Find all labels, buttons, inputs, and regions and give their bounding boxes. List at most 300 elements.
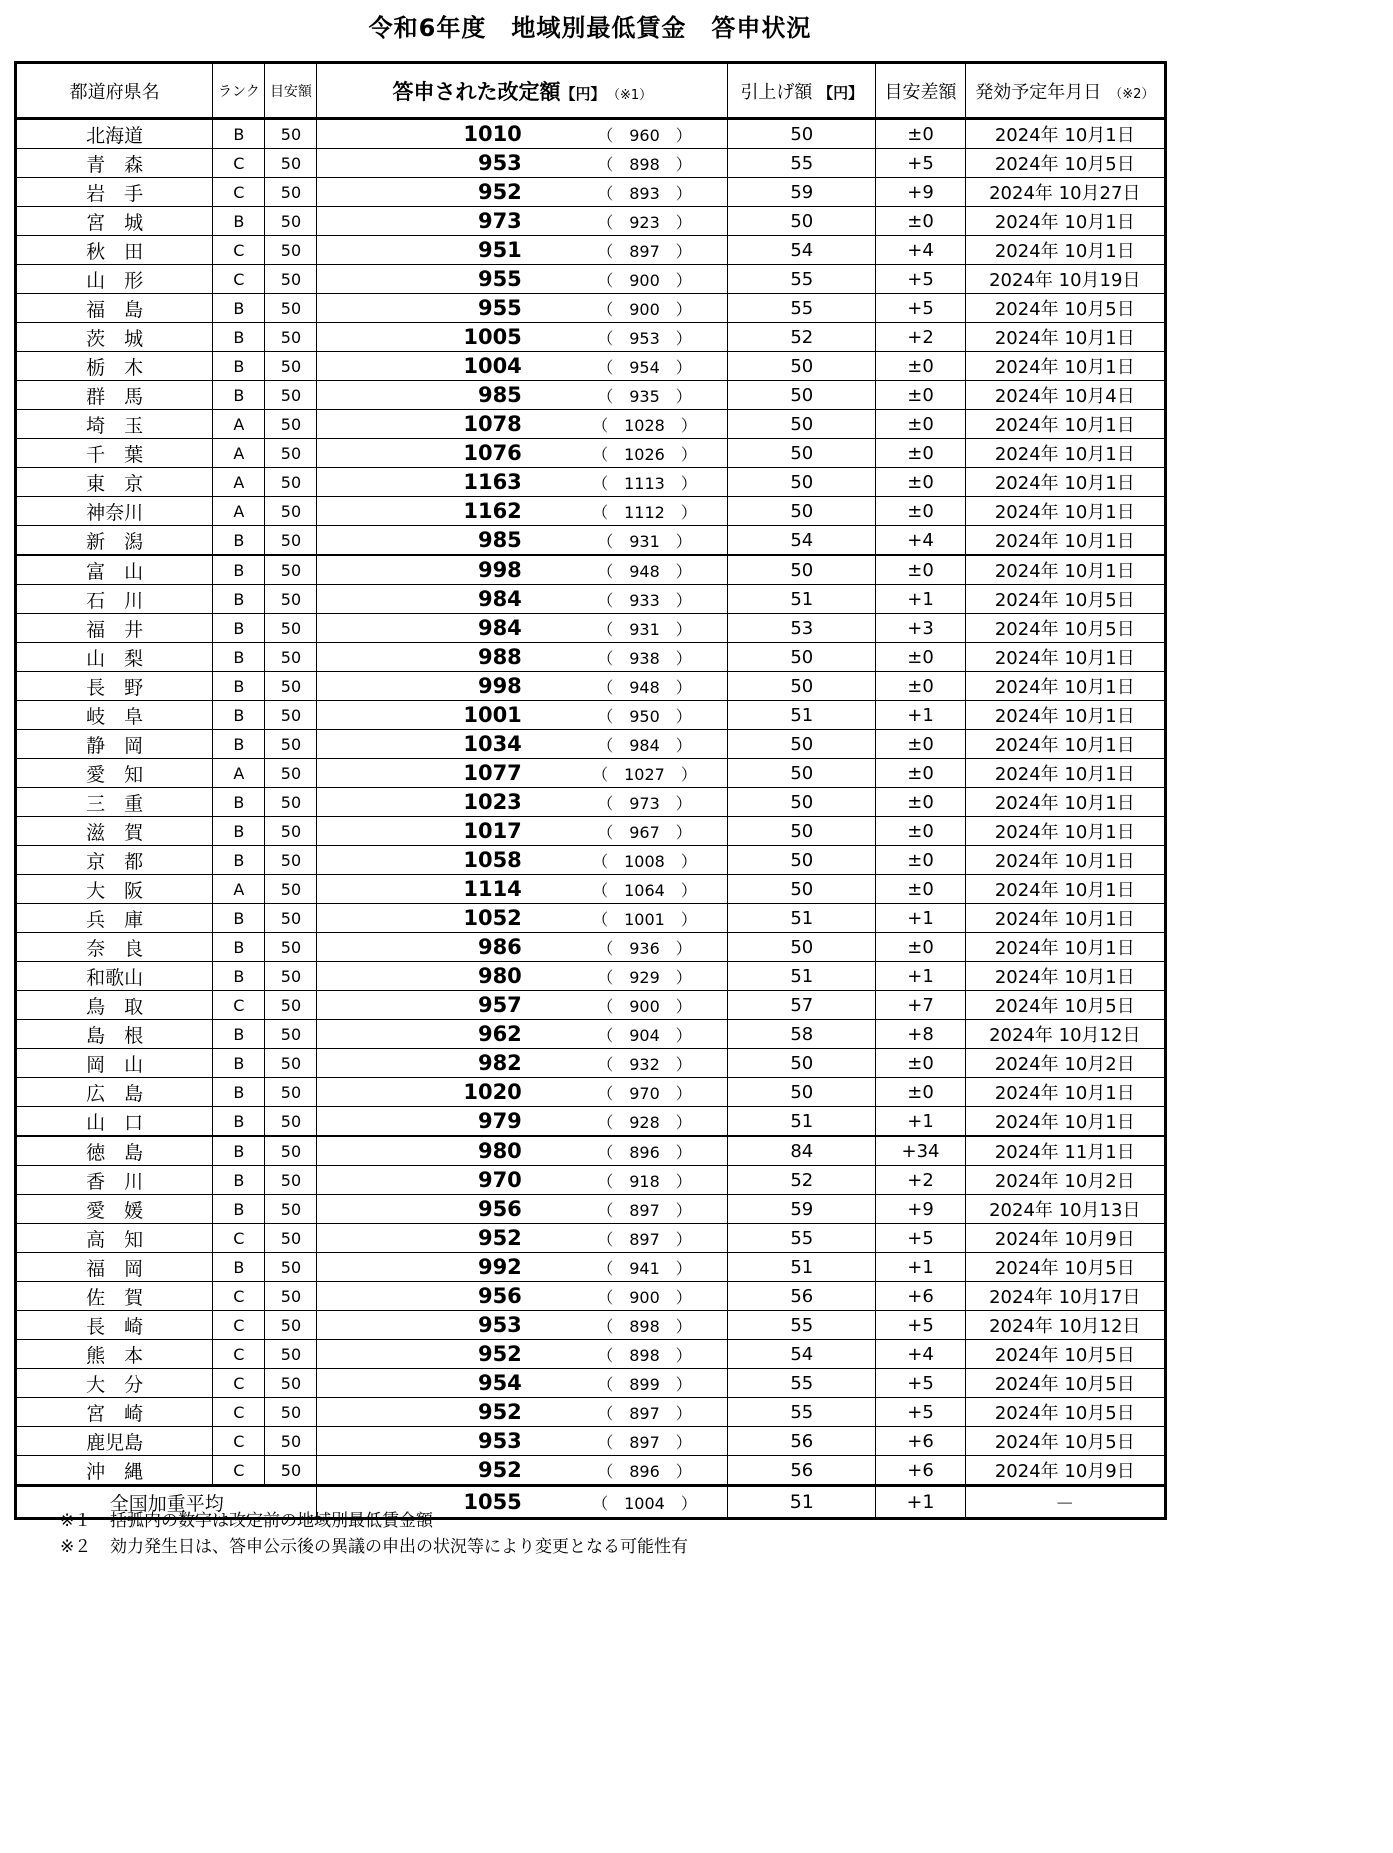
effective-date: 2024年 10月1日 <box>965 933 1165 962</box>
revised-wage-cell <box>317 1311 728 1340</box>
prefecture-name: 大 分 <box>16 1369 213 1398</box>
guide-amount: 50 <box>265 585 317 614</box>
revised-wage-cell <box>317 410 728 439</box>
revised-wage-cell <box>317 701 728 730</box>
header-increase-main: 引上げ額 <box>740 81 813 103</box>
table-row <box>16 701 1166 730</box>
average-guide-diff: +1 <box>876 1486 965 1519</box>
new-wage: 952 <box>477 1226 522 1250</box>
prefecture-name: 大 阪 <box>16 875 213 904</box>
rank: B <box>213 904 265 933</box>
rank: B <box>213 962 265 991</box>
revised-wage-cell <box>317 672 728 701</box>
revised-wage-cell <box>317 1049 728 1078</box>
new-wage: 998 <box>477 674 522 698</box>
effective-date: 2024年 10月1日 <box>965 526 1165 556</box>
effective-date: 2024年 10月1日 <box>965 846 1165 875</box>
table-row <box>16 410 1166 439</box>
effective-date: 2024年 10月1日 <box>965 788 1165 817</box>
new-wage: 970 <box>477 1168 522 1192</box>
effective-date: 2024年 10月1日 <box>965 439 1165 468</box>
new-wage: 1076 <box>463 441 522 465</box>
prefecture-name: 鳥 取 <box>16 991 213 1020</box>
revised-wage-cell <box>317 1107 728 1137</box>
revised-wage-cell <box>317 1020 728 1049</box>
rank: C <box>213 178 265 207</box>
guide-amount: 50 <box>265 933 317 962</box>
guide-difference: +5 <box>876 265 965 294</box>
guide-amount: 50 <box>265 497 317 526</box>
new-wage: 984 <box>477 587 522 611</box>
prefecture-name: 群 馬 <box>16 381 213 410</box>
new-wage: 998 <box>477 558 522 582</box>
increase-amount: 55 <box>728 1398 876 1427</box>
revised-wage-cell <box>317 119 728 149</box>
increase-amount: 54 <box>728 236 876 265</box>
guide-amount: 50 <box>265 672 317 701</box>
revised-wage-cell <box>317 381 728 410</box>
new-wage: 986 <box>477 935 522 959</box>
guide-amount: 50 <box>265 788 317 817</box>
guide-amount: 50 <box>265 1166 317 1195</box>
guide-difference: +3 <box>876 614 965 643</box>
guide-difference: +2 <box>876 1166 965 1195</box>
revised-wage-cell <box>317 526 728 556</box>
prev-wage: （ 960 ） <box>597 125 692 145</box>
table-row <box>16 1107 1166 1137</box>
prefecture-name: 熊 本 <box>16 1340 213 1369</box>
average-prev-wage: （ 1004 ） <box>592 1493 697 1513</box>
guide-difference: +5 <box>876 1398 965 1427</box>
increase-amount: 51 <box>728 701 876 730</box>
increase-amount: 51 <box>728 1253 876 1282</box>
table-row <box>16 178 1166 207</box>
new-wage: 1162 <box>463 499 522 523</box>
rank: B <box>213 1166 265 1195</box>
prev-wage: （ 953 ） <box>597 328 692 348</box>
revised-wage-cell <box>317 1166 728 1195</box>
guide-amount: 50 <box>265 846 317 875</box>
guide-difference: +5 <box>876 294 965 323</box>
rank: B <box>213 585 265 614</box>
guide-difference: ±0 <box>876 759 965 788</box>
prev-wage: （ 896 ） <box>597 1461 692 1481</box>
prefecture-name: 沖 縄 <box>16 1456 213 1486</box>
effective-date: 2024年 10月1日 <box>965 236 1165 265</box>
table-row <box>16 1398 1166 1427</box>
table-row <box>16 294 1166 323</box>
prev-wage: （ 931 ） <box>597 531 692 551</box>
prev-wage: （ 897 ） <box>597 1432 692 1452</box>
prefecture-name: 京 都 <box>16 846 213 875</box>
revised-wage-cell <box>317 1224 728 1253</box>
revised-wage-cell <box>317 1369 728 1398</box>
new-wage: 952 <box>477 1400 522 1424</box>
guide-difference: +4 <box>876 1340 965 1369</box>
increase-amount: 58 <box>728 1020 876 1049</box>
footnote-1-text: 括弧内の数字は改定前の地域別最低賃金額 <box>110 1511 433 1531</box>
table-row <box>16 1020 1166 1049</box>
rank: B <box>213 933 265 962</box>
rank: C <box>213 991 265 1020</box>
prefecture-name: 新 潟 <box>16 526 213 556</box>
revised-wage-cell <box>317 788 728 817</box>
header-increase <box>728 63 876 119</box>
guide-difference: ±0 <box>876 468 965 497</box>
effective-date: 2024年 10月1日 <box>965 497 1165 526</box>
new-wage: 953 <box>477 151 522 175</box>
table-row <box>16 265 1166 294</box>
increase-amount: 50 <box>728 643 876 672</box>
guide-amount: 50 <box>265 1195 317 1224</box>
rank: B <box>213 294 265 323</box>
guide-amount: 50 <box>265 1369 317 1398</box>
prev-wage: （ 938 ） <box>597 648 692 668</box>
header-guide: 目安額 <box>265 63 317 119</box>
average-effective-date: － <box>965 1486 1165 1519</box>
guide-amount: 50 <box>265 1078 317 1107</box>
header-prefecture: 都道府県名 <box>16 63 213 119</box>
guide-amount: 50 <box>265 410 317 439</box>
rank: C <box>213 1311 265 1340</box>
effective-date: 2024年 10月1日 <box>965 730 1165 759</box>
guide-difference: +1 <box>876 962 965 991</box>
header-rank: ランク <box>213 63 265 119</box>
header-effective-date <box>965 63 1165 119</box>
guide-amount: 50 <box>265 1282 317 1311</box>
new-wage: 954 <box>477 1371 522 1395</box>
new-wage: 1023 <box>463 790 522 814</box>
prev-wage: （ 904 ） <box>597 1025 692 1045</box>
header-revised-wage <box>317 63 728 119</box>
increase-amount: 52 <box>728 1166 876 1195</box>
prefecture-name: 埼 玉 <box>16 410 213 439</box>
revised-wage-cell <box>317 468 728 497</box>
guide-amount: 50 <box>265 119 317 149</box>
revised-wage-cell <box>317 846 728 875</box>
revised-wage-cell <box>317 991 728 1020</box>
guide-difference: ±0 <box>876 1049 965 1078</box>
guide-difference: ±0 <box>876 119 965 149</box>
rank: C <box>213 1340 265 1369</box>
rank: C <box>213 1224 265 1253</box>
guide-amount: 50 <box>265 701 317 730</box>
guide-amount: 50 <box>265 1398 317 1427</box>
rank: B <box>213 788 265 817</box>
revised-wage-cell <box>317 294 728 323</box>
header-effective-note: （※2） <box>1109 86 1155 102</box>
rank: B <box>213 119 265 149</box>
footnotes <box>60 1508 688 1560</box>
average-label: 全国加重平均 <box>16 1486 317 1519</box>
rank: B <box>213 555 265 585</box>
increase-amount: 54 <box>728 1340 876 1369</box>
prefecture-name: 岡 山 <box>16 1049 213 1078</box>
increase-amount: 55 <box>728 1224 876 1253</box>
header-effective-main: 発効予定年月日 <box>975 81 1102 103</box>
guide-amount: 50 <box>265 1049 317 1078</box>
guide-difference: ±0 <box>876 410 965 439</box>
prev-wage: （ 948 ） <box>597 677 692 697</box>
guide-amount: 50 <box>265 817 317 846</box>
increase-amount: 52 <box>728 323 876 352</box>
guide-amount: 50 <box>265 1311 317 1340</box>
table-row <box>16 1195 1166 1224</box>
rank: C <box>213 1456 265 1486</box>
prefecture-name: 愛 媛 <box>16 1195 213 1224</box>
new-wage: 955 <box>477 267 522 291</box>
page-title: 令和6年度 地域別最低賃金 答申状況 <box>368 14 812 42</box>
revised-wage-cell <box>317 236 728 265</box>
new-wage: 952 <box>477 1342 522 1366</box>
prev-wage: （ 932 ） <box>597 1054 692 1074</box>
effective-date: 2024年 10月9日 <box>965 1456 1165 1486</box>
new-wage: 984 <box>477 616 522 640</box>
table-row <box>16 1166 1166 1195</box>
increase-amount: 50 <box>728 381 876 410</box>
table-row <box>16 730 1166 759</box>
prev-wage: （ 931 ） <box>597 619 692 639</box>
table-row <box>16 585 1166 614</box>
table-row <box>16 207 1166 236</box>
table-row <box>16 1136 1166 1166</box>
effective-date: 2024年 10月1日 <box>965 643 1165 672</box>
new-wage: 980 <box>477 1139 522 1163</box>
new-wage: 1077 <box>463 761 522 785</box>
rank: C <box>213 1398 265 1427</box>
effective-date: 2024年 10月5日 <box>965 1398 1165 1427</box>
guide-difference: ±0 <box>876 352 965 381</box>
effective-date: 2024年 10月17日 <box>965 1282 1165 1311</box>
prefecture-name: 東 京 <box>16 468 213 497</box>
footnote-2-mark: ※２ <box>60 1537 92 1557</box>
guide-difference: ±0 <box>876 672 965 701</box>
table-row <box>16 497 1166 526</box>
rank: A <box>213 497 265 526</box>
table-row <box>16 788 1166 817</box>
table-body <box>16 119 1166 1486</box>
new-wage: 1004 <box>463 354 522 378</box>
prefecture-name: 福 岡 <box>16 1253 213 1282</box>
increase-amount: 55 <box>728 1311 876 1340</box>
table-row <box>16 614 1166 643</box>
effective-date: 2024年 10月1日 <box>965 875 1165 904</box>
prefecture-name: 栃 木 <box>16 352 213 381</box>
table-row <box>16 439 1166 468</box>
table-row <box>16 991 1166 1020</box>
rank: B <box>213 846 265 875</box>
prev-wage: （ 935 ） <box>597 386 692 406</box>
prev-wage: （ 898 ） <box>597 1345 692 1365</box>
prev-wage: （ 954 ） <box>597 357 692 377</box>
increase-amount: 55 <box>728 149 876 178</box>
header-revised-main: 答申された改定額 <box>392 79 561 104</box>
new-wage: 1005 <box>463 325 522 349</box>
new-wage: 1020 <box>463 1080 522 1104</box>
revised-wage-cell <box>317 1340 728 1369</box>
rank: C <box>213 1427 265 1456</box>
prefecture-name: 宮 崎 <box>16 1398 213 1427</box>
increase-amount: 50 <box>728 119 876 149</box>
increase-amount: 50 <box>728 410 876 439</box>
guide-difference: ±0 <box>876 381 965 410</box>
revised-wage-cell <box>317 614 728 643</box>
guide-difference: +34 <box>876 1136 965 1166</box>
effective-date: 2024年 10月5日 <box>965 149 1165 178</box>
effective-date: 2024年 10月1日 <box>965 759 1165 788</box>
guide-difference: +1 <box>876 1107 965 1137</box>
increase-amount: 50 <box>728 759 876 788</box>
table-row <box>16 352 1166 381</box>
table-row <box>16 933 1166 962</box>
increase-amount: 50 <box>728 788 876 817</box>
table-row <box>16 1340 1166 1369</box>
footnote-1 <box>60 1508 688 1534</box>
guide-difference: ±0 <box>876 933 965 962</box>
increase-amount: 55 <box>728 294 876 323</box>
prefecture-name: 宮 城 <box>16 207 213 236</box>
rank: A <box>213 439 265 468</box>
new-wage: 982 <box>477 1051 522 1075</box>
table-row <box>16 1311 1166 1340</box>
guide-amount: 50 <box>265 730 317 759</box>
revised-wage-cell <box>317 904 728 933</box>
revised-wage-cell <box>317 759 728 788</box>
increase-amount: 55 <box>728 265 876 294</box>
new-wage: 1058 <box>463 848 522 872</box>
prev-wage: （ 1027 ） <box>592 764 697 784</box>
guide-amount: 50 <box>265 643 317 672</box>
table-row <box>16 1369 1166 1398</box>
prev-wage: （ 900 ） <box>597 299 692 319</box>
new-wage: 1034 <box>463 732 522 756</box>
rank: B <box>213 352 265 381</box>
table-row <box>16 236 1166 265</box>
prev-wage: （ 897 ） <box>597 1403 692 1423</box>
rank: B <box>213 1078 265 1107</box>
prev-wage: （ 893 ） <box>597 183 692 203</box>
guide-difference: +5 <box>876 149 965 178</box>
prev-wage: （ 897 ） <box>597 1200 692 1220</box>
revised-wage-cell <box>317 962 728 991</box>
prev-wage: （ 936 ） <box>597 938 692 958</box>
prev-wage: （ 897 ） <box>597 241 692 261</box>
new-wage: 979 <box>477 1109 522 1133</box>
prev-wage: （ 928 ） <box>597 1112 692 1132</box>
rank: B <box>213 1253 265 1282</box>
guide-difference: ±0 <box>876 875 965 904</box>
guide-difference: ±0 <box>876 817 965 846</box>
prefecture-name: 岐 阜 <box>16 701 213 730</box>
effective-date: 2024年 10月4日 <box>965 381 1165 410</box>
effective-date: 2024年 10月1日 <box>965 701 1165 730</box>
average-increase: 51 <box>728 1486 876 1519</box>
increase-amount: 50 <box>728 730 876 759</box>
prev-wage: （ 948 ） <box>597 561 692 581</box>
rank: B <box>213 643 265 672</box>
prev-wage: （ 933 ） <box>597 590 692 610</box>
increase-amount: 50 <box>728 1078 876 1107</box>
prev-wage: （ 1112 ） <box>592 502 697 522</box>
rank: C <box>213 236 265 265</box>
new-wage: 973 <box>477 209 522 233</box>
effective-date: 2024年 10月5日 <box>965 294 1165 323</box>
effective-date: 2024年 10月27日 <box>965 178 1165 207</box>
revised-wage-cell <box>317 585 728 614</box>
prev-wage: （ 900 ） <box>597 270 692 290</box>
table-row <box>16 817 1166 846</box>
prefecture-name: 秋 田 <box>16 236 213 265</box>
guide-amount: 50 <box>265 381 317 410</box>
increase-amount: 50 <box>728 352 876 381</box>
prefecture-name: 香 川 <box>16 1166 213 1195</box>
prefecture-name: 三 重 <box>16 788 213 817</box>
increase-amount: 53 <box>728 614 876 643</box>
effective-date: 2024年 10月1日 <box>965 323 1165 352</box>
new-wage: 980 <box>477 964 522 988</box>
guide-difference: +1 <box>876 1253 965 1282</box>
prev-wage: （ 923 ） <box>597 212 692 232</box>
effective-date: 2024年 10月1日 <box>965 1078 1165 1107</box>
increase-amount: 56 <box>728 1427 876 1456</box>
revised-wage-cell <box>317 730 728 759</box>
rank: B <box>213 1107 265 1137</box>
effective-date: 2024年 10月5日 <box>965 585 1165 614</box>
guide-amount: 50 <box>265 1456 317 1486</box>
guide-amount: 50 <box>265 1020 317 1049</box>
prev-wage: （ 900 ） <box>597 996 692 1016</box>
guide-difference: ±0 <box>876 788 965 817</box>
footnote-2 <box>60 1534 688 1560</box>
prev-wage: （ 1064 ） <box>592 880 697 900</box>
new-wage: 985 <box>477 528 522 552</box>
new-wage: 956 <box>477 1284 522 1308</box>
prefecture-name: 奈 良 <box>16 933 213 962</box>
guide-difference: +6 <box>876 1427 965 1456</box>
table-row <box>16 149 1166 178</box>
guide-difference: +5 <box>876 1311 965 1340</box>
revised-wage-cell <box>317 1398 728 1427</box>
new-wage: 1052 <box>463 906 522 930</box>
prefecture-name: 福 井 <box>16 614 213 643</box>
prev-wage: （ 896 ） <box>597 1142 692 1162</box>
new-wage: 951 <box>477 238 522 262</box>
guide-amount: 50 <box>265 526 317 556</box>
effective-date: 2024年 10月1日 <box>965 352 1165 381</box>
prefecture-name: 高 知 <box>16 1224 213 1253</box>
rank: C <box>213 1282 265 1311</box>
revised-wage-cell <box>317 1253 728 1282</box>
increase-amount: 59 <box>728 1195 876 1224</box>
effective-date: 2024年 10月12日 <box>965 1020 1165 1049</box>
rank: B <box>213 1020 265 1049</box>
rank: B <box>213 701 265 730</box>
prefecture-name: 山 口 <box>16 1107 213 1137</box>
rank: B <box>213 1136 265 1166</box>
table-row <box>16 846 1166 875</box>
rank: B <box>213 730 265 759</box>
effective-date: 2024年 10月5日 <box>965 991 1165 1020</box>
prefecture-name: 富 山 <box>16 555 213 585</box>
footnote-2-text: 効力発生日は、答申公示後の異議の申出の状況等により変更となる可能性有 <box>110 1537 688 1557</box>
new-wage: 956 <box>477 1197 522 1221</box>
revised-wage-cell <box>317 178 728 207</box>
rank: B <box>213 381 265 410</box>
revised-wage-cell <box>317 497 728 526</box>
prefecture-name: 北海道 <box>16 119 213 149</box>
prefecture-name: 鹿児島 <box>16 1427 213 1456</box>
new-wage: 957 <box>477 993 522 1017</box>
